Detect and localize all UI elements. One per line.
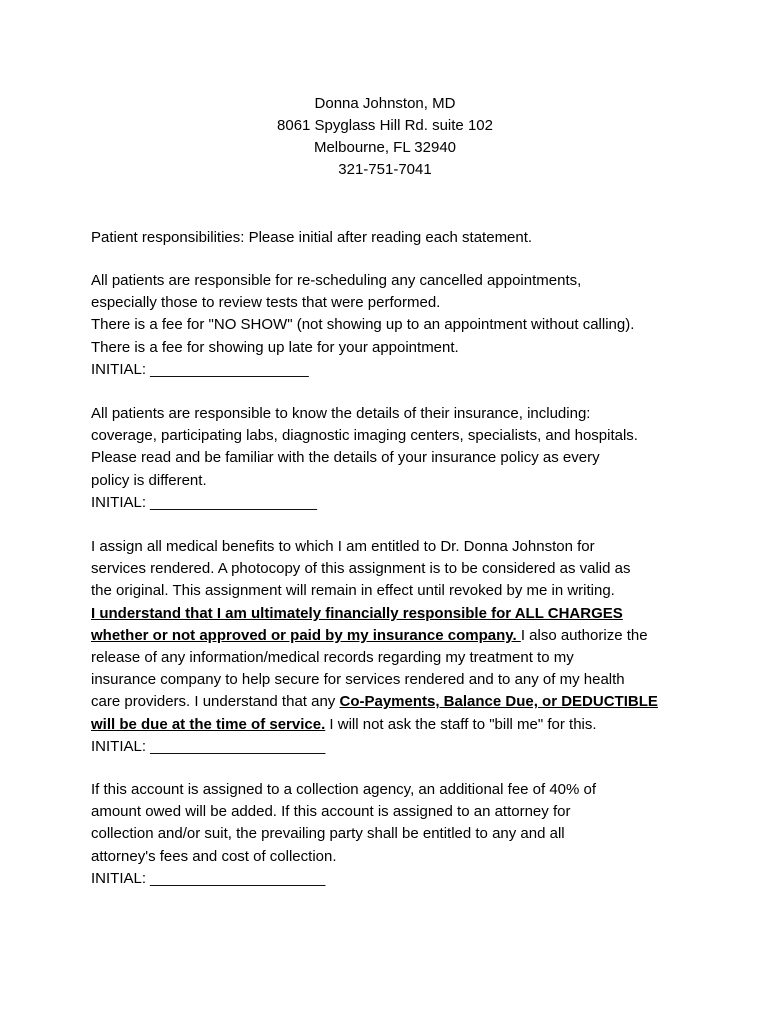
section-line	[91, 691, 701, 713]
initial-line[interactable]: INITIAL: ____________________	[91, 493, 318, 511]
section-line: collection and/or suit, the prevailing party shall be entitled to any and all	[91, 825, 565, 843]
phone-number: 321-751-7041	[338, 161, 432, 178]
section-assignment-of-benefits	[91, 536, 701, 758]
section-collections	[91, 779, 701, 890]
section-line: coverage, participating labs, diagnostic imaging centers, specialists, and hospitals.	[91, 427, 638, 445]
letterhead	[0, 93, 770, 181]
street-address: 8061 Spyglass Hill Rd. suite 102	[277, 117, 493, 134]
section-rescheduling	[91, 270, 701, 381]
section-line: All patients are responsible for re-scheduling any cancelled appointments,	[91, 272, 582, 289]
section-line: All patients are responsible to know the details of their insurance, including:	[91, 405, 591, 422]
section-line: amount owed will be added. If this account is assigned to an attorney for	[91, 803, 571, 821]
section-line	[91, 625, 701, 647]
initial-line[interactable]: INITIAL: _____________________	[91, 869, 326, 887]
section-insurance	[91, 403, 701, 514]
bill-me-text: I will not ask the staff to "bill me" for this.	[325, 715, 597, 733]
section-line: insurance company to help secure for services rendered and to any of my health	[91, 671, 625, 689]
section-line: especially those to review tests that were performed.	[91, 294, 441, 312]
section-line: services rendered. A photocopy of this assignment is to be considered as valid as	[91, 560, 631, 578]
due-at-service-emphasis: will be due at the time of service.	[91, 715, 326, 733]
initial-line[interactable]: INITIAL: _____________________	[91, 737, 326, 755]
intro-text: Patient responsibilities: Please initial after reading each statement.	[91, 229, 533, 246]
doctor-name: Donna Johnston, MD	[314, 95, 456, 112]
financial-responsibility-emphasis-cont: whether or not approved or paid by my insurance company.	[91, 626, 521, 644]
section-line: There is a fee for showing up late for your appointment.	[91, 338, 459, 356]
section-line: attorney's fees and cost of collection.	[91, 847, 337, 865]
section-line: release of any information/medical records regarding my treatment to my	[91, 649, 574, 667]
initial-line[interactable]: INITIAL: ___________________	[91, 360, 309, 378]
section-line	[91, 714, 701, 736]
section-line: I assign all medical benefits to which I am entitled to Dr. Donna Johnston for	[91, 538, 595, 555]
intro-statement	[91, 227, 701, 249]
section-line	[91, 603, 701, 625]
section-line: There is a fee for "NO SHOW" (not showing up to an appointment without calling).	[91, 316, 635, 334]
section-line: policy is different.	[91, 471, 207, 489]
copay-lead-text: care providers. I understand that any	[91, 693, 340, 711]
section-line: If this account is assigned to a collection agency, an additional fee of 40% of	[91, 781, 597, 798]
authorization-text: I also authorize the	[520, 626, 648, 644]
section-line: the original. This assignment will remain in effect until revoked by me in writing.	[91, 582, 615, 600]
section-line: Please read and be familiar with the details of your insurance policy as every	[91, 449, 600, 467]
financial-responsibility-emphasis: I understand that I am ultimately financially responsible for ALL CHARGES	[91, 604, 623, 622]
city-state-zip: Melbourne, FL 32940	[313, 139, 457, 156]
copay-emphasis: Co-Payments, Balance Due, or DEDUCTIBLE	[339, 693, 658, 711]
